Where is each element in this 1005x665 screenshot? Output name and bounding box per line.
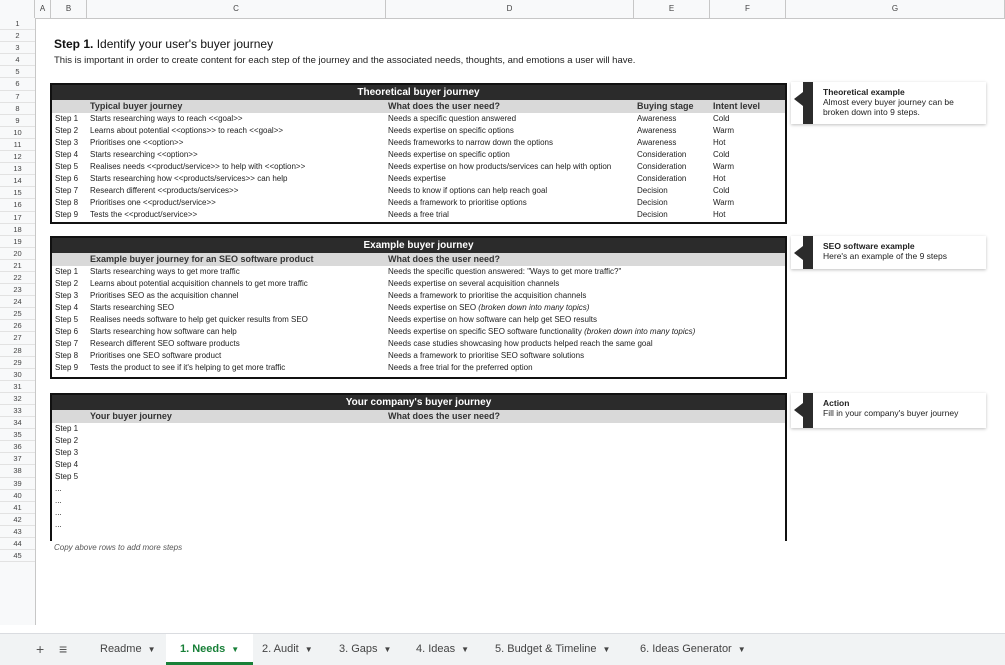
row-header[interactable]: 34 <box>0 417 35 429</box>
column-header-bar <box>0 0 1005 19</box>
cell-journey: Tests the <<product/service>> <box>90 210 198 219</box>
row-header[interactable]: 18 <box>0 224 35 236</box>
row-header[interactable]: 39 <box>0 478 35 490</box>
cell-journey: Starts researching ways to reach <<goal>> <box>90 114 243 123</box>
cell-step: ... <box>55 496 62 505</box>
row-header[interactable]: 36 <box>0 441 35 453</box>
col-buying-stage: Buying stage <box>637 101 694 111</box>
chevron-down-icon: ▼ <box>383 645 392 654</box>
cell-need <box>388 338 653 350</box>
cell-step: Step 5 <box>55 472 79 481</box>
row-header[interactable]: 11 <box>0 139 35 151</box>
table-row <box>52 423 785 435</box>
row-header[interactable]: 28 <box>0 345 35 357</box>
cell-need <box>388 302 589 314</box>
row-header[interactable]: 14 <box>0 175 35 187</box>
row-header[interactable]: 37 <box>0 453 35 465</box>
cell-journey: Prioritises one <<option>> <box>90 138 184 147</box>
table-row <box>52 173 785 185</box>
cell-step: Step 1 <box>55 424 79 433</box>
all-sheets-menu-icon[interactable]: ≡ <box>59 641 68 657</box>
note-arrow-icon <box>794 246 803 260</box>
cell-journey: Research different <<products/services>> <box>90 186 239 195</box>
cell-stage: Decision <box>637 210 668 219</box>
cell-step: Step 7 <box>55 339 79 348</box>
table-row <box>52 495 785 507</box>
cell-need <box>388 278 559 290</box>
example-journey-table <box>50 236 787 379</box>
row-header[interactable]: 30 <box>0 369 35 381</box>
cell-step: Step 4 <box>55 460 79 469</box>
cell-journey: Research different SEO software products <box>90 339 240 348</box>
cell-step: Step 8 <box>55 351 79 360</box>
table-row <box>52 161 785 173</box>
row-header[interactable]: 38 <box>0 465 35 477</box>
cell-journey: Realises needs <<product/service>> to help with <<option>> <box>90 162 306 171</box>
cell-need <box>388 290 586 302</box>
cell-step: Step 4 <box>55 303 79 312</box>
cell-need: Needs a free trial <box>388 210 449 219</box>
table-row <box>52 197 785 209</box>
cell-need: Needs expertise <box>388 174 446 183</box>
column-header-d[interactable]: D <box>386 0 634 18</box>
cell-step: Step 6 <box>55 174 79 183</box>
table-row <box>52 519 785 531</box>
cell-need-text: Needs a free trial for the preferred option <box>388 363 533 372</box>
cell-step: Step 2 <box>55 279 79 288</box>
cell-stage: Decision <box>637 198 668 207</box>
note-text: Almost every buyer journey can be broken down into 9 steps. <box>823 97 954 117</box>
sheet-grid[interactable] <box>36 18 1005 625</box>
row-header[interactable]: 26 <box>0 320 35 332</box>
cell-step: Step 7 <box>55 186 79 195</box>
cell-need <box>388 266 621 278</box>
table-row <box>52 302 785 314</box>
cell-need <box>388 362 533 374</box>
row-header[interactable]: 10 <box>0 127 35 139</box>
table-row <box>52 326 785 338</box>
cell-step: ... <box>55 508 62 517</box>
cell-intent: Warm <box>713 162 735 171</box>
company-header: Your company's buyer journey <box>52 395 785 410</box>
cell-step: Step 2 <box>55 436 79 445</box>
table-row <box>52 459 785 471</box>
row-header[interactable]: 25 <box>0 308 35 320</box>
cell-step: Step 9 <box>55 210 79 219</box>
row-header[interactable]: 42 <box>0 514 35 526</box>
row-header[interactable]: 9 <box>0 115 35 127</box>
table-row <box>52 278 785 290</box>
note-arrow-icon <box>794 403 803 417</box>
page-subtitle: This is important in order to create content for each step of the journey and the associated needs, thoughts, and emotions a user will have. <box>54 55 636 66</box>
table-row <box>52 125 785 137</box>
cell-need: Needs frameworks to narrow down the options <box>388 138 553 147</box>
row-header[interactable]: 5 <box>0 66 35 78</box>
cell-journey: Starts researching how <<products/services>> can help <box>90 174 288 183</box>
table-row <box>52 266 785 278</box>
table-row <box>52 507 785 519</box>
cell-stage: Consideration <box>637 150 687 159</box>
cell-need-text: Needs expertise on SEO <box>388 303 479 312</box>
cell-need <box>388 314 597 326</box>
table-row <box>52 362 785 374</box>
cell-step: Step 5 <box>55 162 79 171</box>
row-header[interactable]: 15 <box>0 187 35 199</box>
cell-need-text: Needs a framework to prioritise the acquisition channels <box>388 291 587 300</box>
cell-intent: Cold <box>713 150 730 159</box>
select-all-corner[interactable] <box>0 0 35 18</box>
note-text: Fill in your company's buyer journey <box>823 408 959 418</box>
note-theoretical <box>791 82 986 124</box>
tab-gaps[interactable]: 3. Gaps ▼ <box>339 643 392 655</box>
cell-journey: Prioritises SEO as the acquisition channel <box>90 291 239 300</box>
row-header[interactable]: 24 <box>0 296 35 308</box>
cell-need-text: Needs expertise on several acquisition channels <box>388 279 560 288</box>
col-typical-journey: Typical buyer journey <box>90 101 183 111</box>
table-row <box>52 185 785 197</box>
cell-stage: Awareness <box>637 126 677 135</box>
cell-step: Step 3 <box>55 138 79 147</box>
row-header[interactable]: 33 <box>0 405 35 417</box>
table-row <box>52 113 785 125</box>
cell-journey: Starts researching SEO <box>90 303 175 312</box>
cell-journey: Realises needs software to help get quicker results from SEO <box>90 315 308 324</box>
col-example-user-need: What does the user need? <box>388 254 501 264</box>
cell-journey: Starts researching <<option>> <box>90 150 198 159</box>
cell-need: Needs a framework to prioritise options <box>388 198 527 207</box>
cell-step: Step 1 <box>55 114 79 123</box>
note-seo <box>791 236 986 269</box>
footnote: Copy above rows to add more steps <box>54 543 183 552</box>
cell-journey: Starts researching how software can help <box>90 327 237 336</box>
note-bar <box>803 82 813 124</box>
row-header[interactable]: 35 <box>0 429 35 441</box>
col-example-journey: Example buyer journey for an SEO software product <box>90 254 314 264</box>
cell-step: Step 2 <box>55 126 79 135</box>
table-row <box>52 350 785 362</box>
table-row <box>52 149 785 161</box>
table-row <box>52 290 785 302</box>
row-header[interactable]: 23 <box>0 284 35 296</box>
tab-needs[interactable]: 1. Needs ▼ <box>166 634 253 665</box>
cell-step: Step 6 <box>55 327 79 336</box>
chevron-down-icon: ▼ <box>461 645 470 654</box>
col-company-user-need: What does the user need? <box>388 411 501 421</box>
row-header[interactable]: 45 <box>0 550 35 562</box>
row-header[interactable]: 41 <box>0 502 35 514</box>
cell-need-text: Needs expertise on how software can help get SEO results <box>388 315 597 324</box>
row-header[interactable]: 7 <box>0 91 35 103</box>
cell-intent: Hot <box>713 210 726 219</box>
table-row <box>52 209 785 221</box>
theoretical-column-headers <box>52 100 785 113</box>
row-header[interactable]: 12 <box>0 151 35 163</box>
table-row <box>52 435 785 447</box>
cell-journey: Learns about potential acquisition channels to get more traffic <box>90 279 308 288</box>
row-header[interactable]: 31 <box>0 381 35 393</box>
note-bar <box>803 236 813 269</box>
chevron-down-icon: ▼ <box>147 645 156 654</box>
cell-intent: Cold <box>713 186 730 195</box>
column-header-f[interactable]: F <box>710 0 786 18</box>
cell-stage: Consideration <box>637 174 687 183</box>
row-header[interactable]: 1 <box>0 18 35 30</box>
cell-journey: Tests the product to see if it's helping to get more traffic <box>90 363 286 372</box>
row-header[interactable]: 27 <box>0 332 35 344</box>
table-row <box>52 471 785 483</box>
cell-need: Needs a specific question answered <box>388 114 517 123</box>
note-bar <box>803 393 813 428</box>
chevron-down-icon: ▼ <box>737 645 746 654</box>
cell-intent: Hot <box>713 138 726 147</box>
row-header[interactable]: 6 <box>0 78 35 90</box>
cell-stage: Awareness <box>637 114 677 123</box>
row-header[interactable]: 4 <box>0 54 35 66</box>
tab-ideas[interactable]: 4. Ideas ▼ <box>416 643 470 655</box>
cell-step: ... <box>55 484 62 493</box>
cell-need: Needs expertise on how products/services can help with option <box>388 162 612 171</box>
page-title: Step 1. Identify your user's buyer journey <box>54 37 274 51</box>
cell-need-italic: (broken down into many topics) <box>584 327 696 336</box>
column-header-c[interactable]: C <box>87 0 386 18</box>
cell-intent: Hot <box>713 174 726 183</box>
table-row <box>52 338 785 350</box>
theoretical-journey-table <box>50 83 787 224</box>
column-header-g[interactable]: G <box>786 0 1005 18</box>
cell-journey: Learns about potential <<options>> to reach <<goal>> <box>90 126 284 135</box>
row-header[interactable]: 40 <box>0 490 35 502</box>
table-row <box>52 314 785 326</box>
row-header[interactable]: 29 <box>0 357 35 369</box>
tab-ideas-generator[interactable]: 6. Ideas Generator ▼ <box>640 643 746 655</box>
column-header-a[interactable]: A <box>35 0 51 18</box>
note-arrow-icon <box>794 92 803 106</box>
row-header[interactable]: 13 <box>0 163 35 175</box>
row-header[interactable]: 17 <box>0 212 35 224</box>
cell-step: Step 4 <box>55 150 79 159</box>
column-header-b[interactable]: B <box>51 0 87 18</box>
cell-need: Needs expertise on specific option <box>388 150 510 159</box>
cell-need-italic: (broken down into many topics) <box>478 303 590 312</box>
add-sheet-icon[interactable]: + <box>36 641 45 657</box>
cell-step: Step 3 <box>55 291 79 300</box>
sheet-tab-bar <box>0 633 1005 665</box>
cell-need-text: Needs a framework to prioritise SEO software solutions <box>388 351 585 360</box>
col-your-journey: Your buyer journey <box>90 411 172 421</box>
table-row <box>52 483 785 495</box>
row-header[interactable]: 32 <box>0 393 35 405</box>
cell-need-text: Needs expertise on specific SEO software functionality <box>388 327 585 336</box>
col-user-need: What does the user need? <box>388 101 501 111</box>
row-header[interactable]: 22 <box>0 272 35 284</box>
row-header[interactable]: 43 <box>0 526 35 538</box>
cell-step: Step 9 <box>55 363 79 372</box>
row-header[interactable]: 3 <box>0 42 35 54</box>
example-header: Example buyer journey <box>52 238 785 253</box>
chevron-down-icon: ▼ <box>602 645 611 654</box>
row-header[interactable]: 21 <box>0 260 35 272</box>
cell-need-text: Needs the specific question answered: "Ways to get more traffic?" <box>388 267 622 276</box>
row-header[interactable]: 16 <box>0 199 35 211</box>
cell-need-text: Needs case studies showcasing how products helped reach the same goal <box>388 339 653 348</box>
tab-budget-timeline[interactable]: 5. Budget & Timeline ▼ <box>495 643 611 655</box>
tab-audit[interactable]: 2. Audit ▼ <box>262 643 313 655</box>
row-header[interactable]: 20 <box>0 248 35 260</box>
chevron-down-icon: ▼ <box>231 645 240 654</box>
cell-intent: Warm <box>713 198 735 207</box>
cell-step: Step 3 <box>55 448 79 457</box>
cell-stage: Awareness <box>637 138 677 147</box>
row-header[interactable]: 44 <box>0 538 35 550</box>
cell-journey: Prioritises one SEO software product <box>90 351 222 360</box>
company-column-headers <box>52 410 785 423</box>
note-text: Here's an example of the 9 steps <box>823 251 947 261</box>
cell-journey: Starts researching ways to get more traffic <box>90 267 240 276</box>
cell-step: ... <box>55 520 62 529</box>
cell-need <box>388 326 695 338</box>
cell-step: Step 1 <box>55 267 79 276</box>
theoretical-header: Theoretical buyer journey <box>52 85 785 100</box>
note-title: Action <box>823 398 850 408</box>
tab-readme[interactable]: Readme ▼ <box>100 643 156 655</box>
row-header-bar <box>0 18 36 625</box>
note-action <box>791 393 986 428</box>
cell-need: Needs to know if options can help reach goal <box>388 186 548 195</box>
col-intent-level: Intent level <box>713 101 761 111</box>
cell-need: Needs expertise on specific options <box>388 126 514 135</box>
note-title: SEO software example <box>823 241 915 251</box>
column-header-e[interactable]: E <box>634 0 710 18</box>
cell-intent: Cold <box>713 114 730 123</box>
cell-stage: Decision <box>637 186 668 195</box>
cell-stage: Consideration <box>637 162 687 171</box>
cell-step: Step 8 <box>55 198 79 207</box>
cell-journey: Prioritises one <<product/service>> <box>90 198 216 207</box>
row-header[interactable]: 19 <box>0 236 35 248</box>
cell-need <box>388 350 584 362</box>
example-column-headers <box>52 253 785 266</box>
row-header[interactable]: 8 <box>0 103 35 115</box>
cell-intent: Warm <box>713 126 735 135</box>
company-journey-table <box>50 393 787 541</box>
row-header[interactable]: 2 <box>0 30 35 42</box>
chevron-down-icon: ▼ <box>304 645 313 654</box>
table-row <box>52 447 785 459</box>
note-title: Theoretical example <box>823 87 905 97</box>
table-row <box>52 137 785 149</box>
cell-step: Step 5 <box>55 315 79 324</box>
